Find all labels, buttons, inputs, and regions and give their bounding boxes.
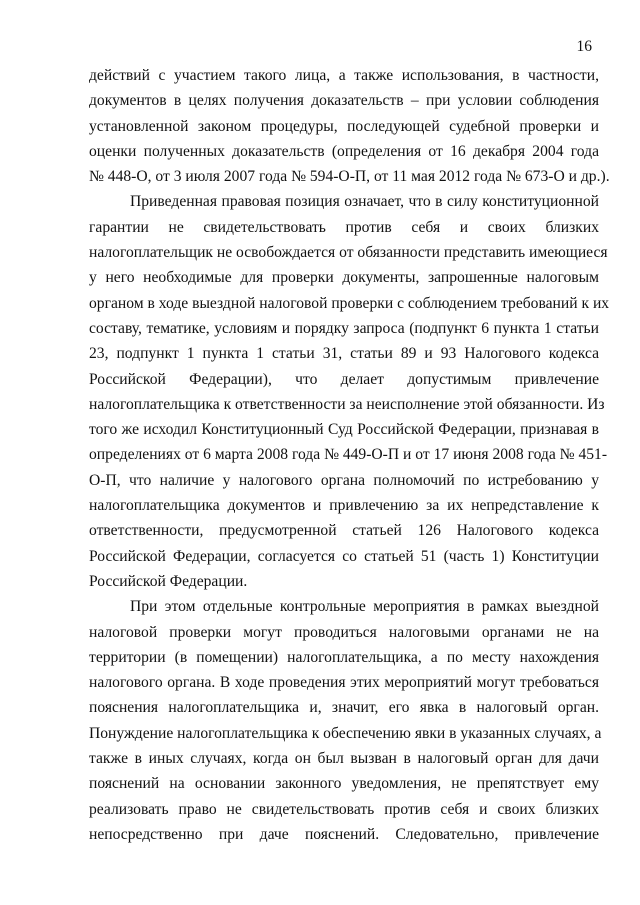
text-line: установленной законом процедуры, последующей судебной проверки и — [89, 117, 599, 135]
page-number: 16 — [576, 38, 592, 55]
text-line: территории (в помещении) налогоплательщика, а по месту нахождения — [89, 648, 599, 666]
text-line: составу, тематике, условиям и порядку запроса (подпункт 6 пункта 1 статьи — [89, 319, 599, 337]
text-line: налоговой проверки могут проводиться налоговыми органами не на — [89, 623, 599, 641]
text-line: налогоплательщика к ответственности за неисполнение этой обязанности. Из — [89, 395, 605, 413]
text-line: оценки полученных доказательств (определения от 16 декабря 2004 года — [89, 142, 599, 160]
text-line: 23, подпункт 1 пункта 1 статьи 31, статьи 89 и 93 Налогового кодекса — [89, 345, 599, 363]
text-line: ответственности, предусмотренной статьей 126 Налогового кодекса — [89, 522, 599, 540]
paragraph-3 — [89, 594, 602, 847]
text-line: Понуждение налогоплательщика к обеспечению явки в указанных случаях, а — [89, 724, 602, 742]
text-line: документов в целях получения доказательств – при условии соблюдения — [89, 92, 599, 110]
text-line: № 448-О, от 3 июля 2007 года № 594-О-П, от 11 мая 2012 года № 673-О и др.). — [89, 168, 610, 186]
text-line: Приведенная правовая позиция означает, что в силу конституционной — [130, 193, 599, 211]
text-line: Российской Федерации), что делает допустимым привлечение — [89, 370, 599, 388]
text-line: пояснений на основании законного уведомления, не препятствует ему — [89, 775, 599, 793]
text-line: налогового органа. В ходе проведения этих мероприятий могут требоваться — [89, 674, 599, 692]
text-line: органом в ходе выездной налоговой проверки с соблюдением требований к их — [89, 294, 610, 312]
paragraph-2 — [89, 189, 610, 594]
text-line: При этом отдельные контрольные мероприятия в рамках выездной — [130, 598, 599, 616]
text-line: непосредственно при даче пояснений. Следовательно, привлечение — [89, 825, 599, 843]
document-body — [89, 63, 610, 847]
text-line: налогоплательщика документов и привлечению за их непредставление к — [89, 497, 599, 515]
text-line: Российской Федерации, согласуется со статьей 51 (часть 1) Конституции — [89, 547, 599, 565]
paragraph-1 — [89, 63, 610, 189]
text-line: налогоплательщик не освобождается от обязанности представить имеющиеся — [89, 244, 608, 262]
text-line: того же исходил Конституционный Суд Российской Федерации, признавая в — [89, 421, 599, 439]
text-line: определениях от 6 марта 2008 года № 449-О-П и от 17 июня 2008 года № 451- — [89, 446, 608, 464]
text-line: действий с участием такого лица, а также использования, в частности, — [89, 67, 599, 84]
text-line: Российской Федерации. — [89, 572, 248, 590]
text-line: гарантии не свидетельствовать против себя и своих близких — [89, 218, 599, 236]
text-line: реализовать право не свидетельствовать против себя и своих близких — [89, 800, 599, 818]
text-line: у него необходимые для проверки документы, запрошенные налоговым — [89, 269, 599, 287]
text-line: О-П, что наличие у налогового органа полномочий по истребованию у — [89, 471, 599, 489]
text-line: пояснения налогоплательщика и, значит, его явка в налоговый орган. — [89, 699, 599, 717]
text-line: также в иных случаях, когда он был вызван в налоговый орган для дачи — [89, 750, 599, 768]
